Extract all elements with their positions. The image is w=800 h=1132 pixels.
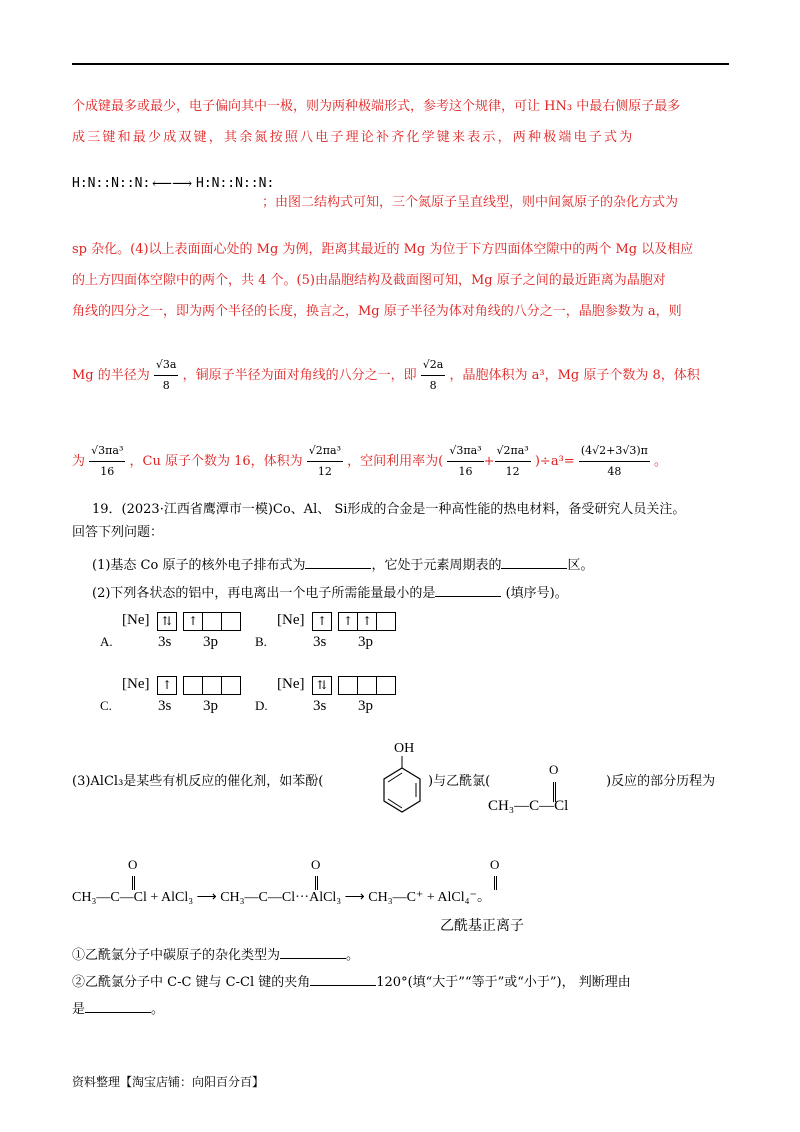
fraction-cu-volume: $\frac{\text{√2πa³}}{12}$: [307, 441, 343, 482]
answer-line-1: 个成键最多或最少，电子偏向其中一极，则为两种极端形式，参考这个规律，可让 HN₃ 中最右侧原子最多: [72, 99, 681, 114]
question-19-part1: (1)基态 Co 原子的核外电子排布式为 ，它处于元素周期表的 区。: [92, 555, 593, 576]
fraction-mg-volume: $\frac{\text{√3πa³}}{16}$: [89, 441, 125, 482]
acetyl-chloride-chain: CH₃—C—Cl: [488, 798, 569, 814]
p-orbital-box: ↑: [183, 612, 203, 631]
label-3p: 3p: [203, 698, 218, 714]
question-19-part3-mid: )与乙酰氯(: [428, 774, 491, 789]
label-3s: 3s: [158, 698, 172, 714]
svg-text:OH: OH: [394, 741, 415, 756]
option-letter: C.: [100, 698, 112, 713]
answer-blank-3[interactable]: [435, 583, 501, 597]
p-orbital-box: [221, 612, 241, 631]
label-3p: 3p: [203, 634, 218, 650]
carbonyl-bond-3: [494, 876, 497, 890]
reaction-o-3: O: [490, 857, 500, 872]
answer-blank-6[interactable]: [85, 999, 151, 1013]
answer-line-3: ；由图二结构式可知，三个氮原子呈直线型，则中间氮原子的杂化方式为: [262, 195, 679, 210]
footer-source: 资料整理【淘宝店铺：向阳百分百】: [72, 1075, 265, 1089]
fraction-sqrt2a-8: $\frac{√2a}{8}$: [421, 355, 446, 396]
noble-gas-core: [Ne]: [122, 676, 150, 692]
answer-line-6: 角线的四分之一，即为两个半径的长度，换言之，Mg 原子半径为体对角线的八分之一，晶胞参数为 a，则: [72, 304, 682, 319]
answer-line-2: 成三键和最少成双键，其余氮按照八电子理论补齐化学键来表示，两种极端电子式为: [72, 130, 635, 145]
s-orbital-box: ↑: [312, 612, 332, 631]
p-orbital-box: [357, 676, 377, 695]
phenol-structure: [370, 738, 430, 818]
label-3p: 3p: [358, 634, 373, 650]
acylium-ion-label: 乙酰基正离子: [440, 918, 524, 934]
option-letter: B.: [255, 634, 267, 649]
sub-question-2-cont: 是 。: [72, 999, 164, 1020]
reaction-o-2: O: [311, 857, 321, 872]
answer-blank-1[interactable]: [305, 555, 371, 569]
option-b[interactable]: [255, 612, 415, 664]
question-19-part2: (2)下列各状态的铝中，再电离出一个电子所需能量最小的是 (填序号)。: [92, 583, 568, 604]
s-orbital-box: ⇅: [312, 676, 332, 695]
question-19-title: 19．(2023·江西省鹰潭市一模)Co、Al、 Si形成的合金是一种高性能的热电材料，备受研究人员关注。: [92, 502, 686, 517]
noble-gas-core: [Ne]: [277, 676, 305, 692]
p-orbital-box: ↑: [338, 612, 358, 631]
p-orbital-box: [376, 676, 396, 695]
noble-gas-core: [Ne]: [122, 612, 150, 628]
label-3s: 3s: [313, 698, 327, 714]
p-orbital-box: [183, 676, 203, 695]
p-orbital-box: [338, 676, 358, 695]
sub-question-1: ①乙酰氯分子中碳原子的杂化类型为 。: [72, 945, 359, 966]
question-19-part3: (3)AlCl₃是某些有机反应的催化剂，如苯酚(: [72, 774, 324, 789]
fraction-sqrt3a-8: $\frac{√3a}{8}$: [154, 355, 179, 396]
answer-blank-4[interactable]: [280, 945, 346, 959]
option-c[interactable]: [100, 676, 260, 728]
electron-formula-right: H:N::N::N:: [196, 176, 275, 191]
s-orbital-box: ⇅: [157, 612, 177, 631]
label-3p: 3p: [358, 698, 373, 714]
label-3s: 3s: [313, 634, 327, 650]
acetyl-chloride-o: O: [549, 762, 559, 777]
p-orbital-box: [202, 676, 222, 695]
option-letter: A.: [100, 634, 113, 649]
electron-formula-left: H:N::N::N:: [72, 176, 151, 191]
fraction-cu-volume-2: $\frac{\text{√2πa³}}{12}$: [495, 441, 531, 482]
resonance-arrow: ⟵⟶: [152, 176, 193, 192]
answer-blank-2[interactable]: [501, 555, 567, 569]
answer-blank-5[interactable]: [310, 972, 376, 986]
fraction-final: $\frac{(4√2+3√3)\pi}{48}$: [579, 441, 650, 482]
reaction-o-1: O: [128, 857, 138, 872]
header-rule: [72, 63, 729, 65]
fraction-mg-volume-2: $\frac{\text{√3πa³}}{16}$: [447, 441, 483, 482]
answer-line-5: 的上方四面体空隙中的两个，共 4 个。(5)由晶胞结构及截面图可知，Mg 原子之间的最近距离为晶胞对: [72, 273, 666, 288]
reaction-equation: CH₃—C—Cl + AlCl₃ ⟶ CH₃—C—Cl···AlCl₃ ⟶ CH₃—C⁺ + AlCl₄⁻。: [72, 890, 491, 905]
noble-gas-core: [Ne]: [277, 612, 305, 628]
sub-question-2: ②乙酰氯分子中 C-C 键与 C-Cl 键的夹角 120°(填“大于”“等于”或“小于”)， 判断理由: [72, 972, 631, 993]
p-orbital-box: [376, 612, 396, 631]
p-orbital-box: [221, 676, 241, 695]
p-orbital-box: [202, 612, 222, 631]
answer-line-8: 为 $\frac{\text{√3πa³}}{16}$ ，Cu 原子个数为 16，体积为 $\frac{\text{√2πa³}}{12}$ ，空间利用率为( $\frac{\text{√3πa³}}{16}$ + $\frac{\text{√2πa³}}{12}$ )÷a³= $\frac{(4√2+3√3)\pi}{48}$ 。: [72, 441, 667, 482]
label-3s: 3s: [158, 634, 172, 650]
question-19-prompt: 回答下列问题：: [72, 525, 164, 540]
option-a[interactable]: [100, 612, 260, 664]
option-letter: D.: [255, 698, 268, 713]
answer-line-4: sp 杂化。(4)以上表面面心处的 Mg 为例，距离其最近的 Mg 为位于下方四面体空隙中的两个 Mg 以及相应: [72, 242, 694, 257]
answer-line-7: Mg 的半径为 $\frac{√3a}{8}$ ，铜原子半径为面对角线的八分之一，即 $\frac{√2a}{8}$ ，晶胞体积为 a³，Mg 原子个数为 8，体积: [72, 355, 700, 396]
s-orbital-box: ↑: [157, 676, 177, 695]
question-19-part3-end: )反应的部分历程为: [606, 774, 716, 789]
option-d[interactable]: [255, 676, 415, 728]
p-orbital-box: ↑: [357, 612, 377, 631]
